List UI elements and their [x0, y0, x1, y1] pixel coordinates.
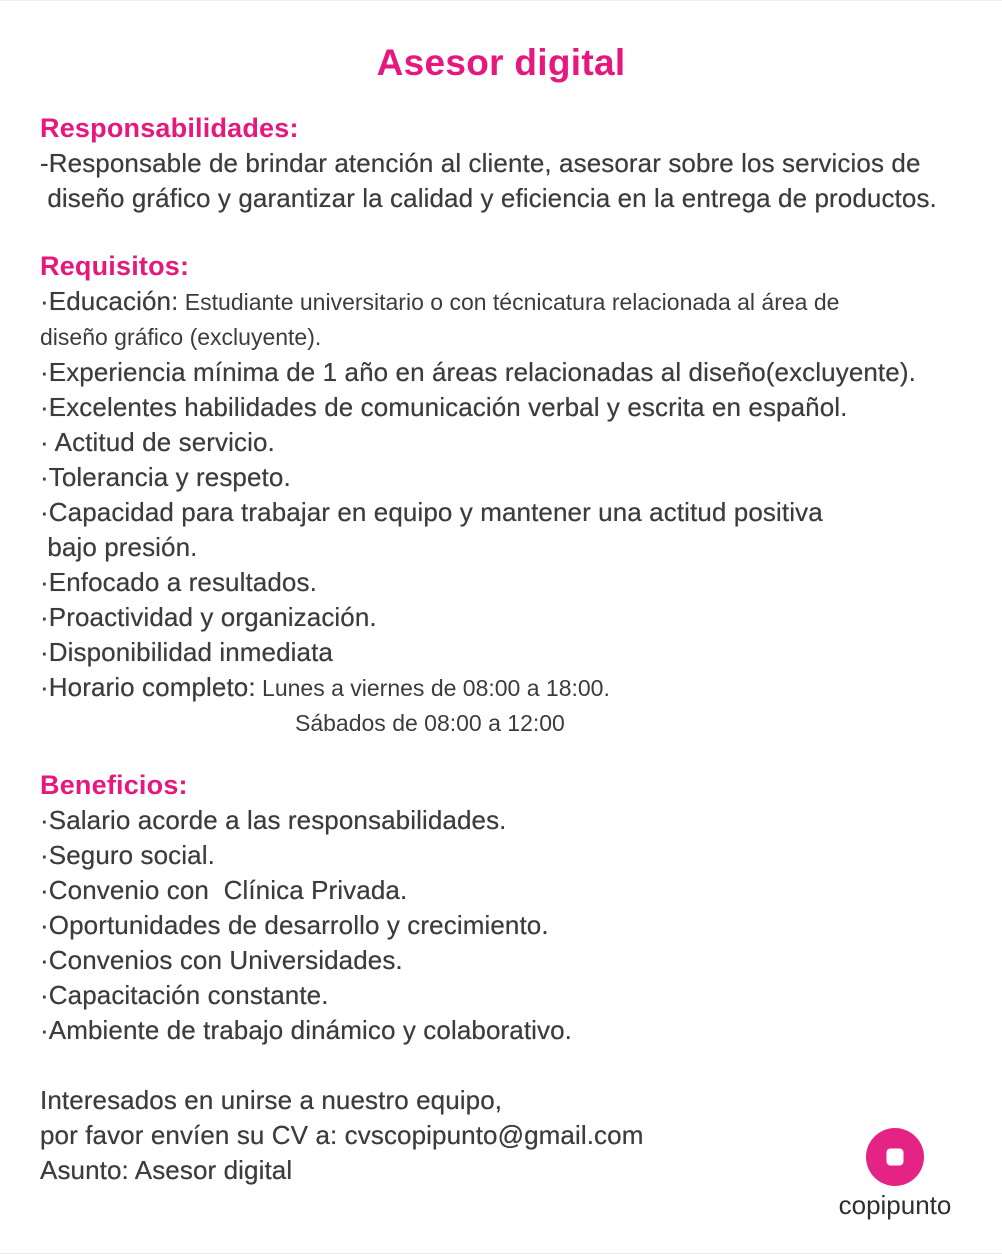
- section-beneficios: [40, 768, 962, 1048]
- responsabilidades-heading: Responsabilidades:: [40, 113, 299, 143]
- list-item-detail: Lunes a viernes de 08:00 a 18:00.: [255, 675, 610, 701]
- list-item-capacidad: ·Capacidad para trabajar en equipo y mantener una actitud positiva: [40, 497, 823, 527]
- list-item-continuation: diseño gráfico (excluyente).: [40, 324, 322, 350]
- list-item-proactividad: ·Proactividad y organización.: [40, 602, 377, 632]
- list-item-horario: [40, 670, 962, 706]
- contact-email-line: por favor envíen su CV a: cvscopipunto@gmail.com: [40, 1120, 644, 1150]
- list-item-disponibilidad: ·Disponibilidad inmediata: [40, 637, 333, 667]
- contact-subject-line: Asunto: Asesor digital: [40, 1155, 293, 1185]
- list-item-convenio-clinica: ·Convenio con Clínica Privada.: [40, 875, 408, 905]
- list-item-experiencia: ·Experiencia mínima de 1 año en áreas relacionadas al diseño(excluyente).: [40, 357, 916, 387]
- list-item-oportunidades: ·Oportunidades de desarrollo y crecimiento.: [40, 910, 549, 940]
- list-item-convenios-universidades: ·Convenios con Universidades.: [40, 945, 403, 975]
- list-item-enfocado: ·Enfocado a resultados.: [40, 567, 317, 597]
- contact-line: Interesados en unirse a nuestro equipo,: [40, 1085, 503, 1115]
- section-contact: [40, 1083, 962, 1188]
- list-item-educacion: [40, 284, 962, 320]
- job-posting-flyer: [0, 41, 1002, 1188]
- responsabilidades-line: -Responsable de brindar atención al cliente, asesorar sobre los servicios de: [40, 148, 921, 178]
- list-item-continuation: bajo presión.: [40, 532, 198, 562]
- copipunto-logo-icon: [866, 1128, 924, 1186]
- logo-square-icon: [887, 1149, 904, 1166]
- list-item-actitud: · Actitud de servicio.: [40, 427, 275, 457]
- page-title: Asesor digital: [376, 42, 626, 83]
- list-item-ambiente: ·Ambiente de trabajo dinámico y colaborativo.: [40, 1015, 573, 1045]
- list-item-lead: ·Educación:: [40, 286, 179, 316]
- list-item-salario: ·Salario acorde a las responsabilidades.: [40, 805, 507, 835]
- section-responsabilidades: [40, 111, 962, 216]
- copipunto-logo: [838, 1128, 952, 1220]
- section-requisitos: [40, 249, 962, 741]
- copipunto-logo-text: copipunto: [838, 1190, 952, 1220]
- beneficios-heading: Beneficios:: [40, 770, 188, 800]
- list-item-detail: Estudiante universitario o con técnicatura relacionada al área de: [178, 289, 840, 315]
- list-item-habilidades: ·Excelentes habilidades de comunicación verbal y escrita en español.: [40, 392, 848, 422]
- list-item-seguro: ·Seguro social.: [40, 840, 215, 870]
- list-item-tolerancia: ·Tolerancia y respeto.: [40, 462, 291, 492]
- list-item-horario-sabados: Sábados de 08:00 a 12:00: [295, 710, 565, 736]
- list-item-lead: ·Horario completo:: [40, 672, 256, 702]
- requisitos-heading: Requisitos:: [40, 251, 190, 281]
- responsabilidades-line: diseño gráfico y garantizar la calidad y eficiencia en la entrega de productos.: [40, 183, 937, 213]
- list-item-capacitacion: ·Capacitación constante.: [40, 980, 329, 1010]
